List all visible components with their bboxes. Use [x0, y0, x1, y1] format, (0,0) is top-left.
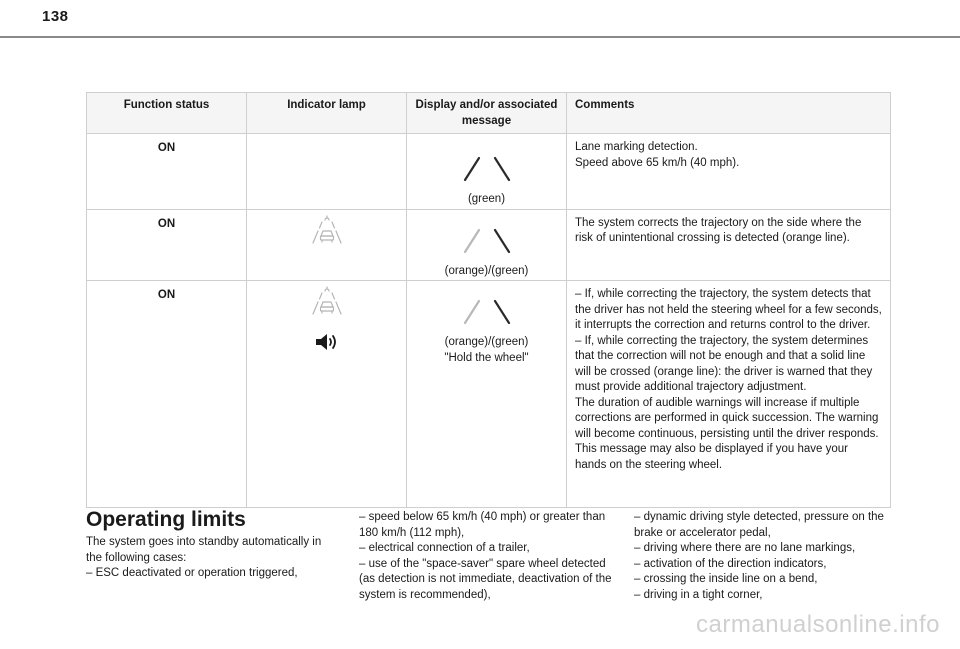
- indicator-lamp-cell: [247, 281, 407, 508]
- intro-paragraph: The system goes into standby automatically in the following cases:: [86, 536, 322, 564]
- header-indicator-lamp: Indicator lamp: [247, 93, 407, 134]
- lane-keeping-lamp-icon: [307, 285, 347, 317]
- comment-cell: [567, 134, 891, 210]
- text-column-3: [634, 510, 896, 604]
- lane-keeping-lamp-icon: [307, 214, 347, 246]
- indicator-lamp-cell: [247, 209, 407, 281]
- table-row: [87, 209, 891, 281]
- header-rule: [0, 36, 960, 38]
- text-column-2: [359, 510, 621, 604]
- list-item: – driving where there are no lane markings,: [634, 542, 856, 555]
- comment-text: Speed above 65 km/h (40 mph).: [575, 156, 740, 169]
- display-text: (green): [467, 193, 506, 205]
- page-number: 138: [42, 8, 69, 25]
- comment-cell: [567, 209, 891, 281]
- header-comments: Comments: [567, 93, 891, 134]
- display-cell: [407, 281, 567, 508]
- function-status: ON: [87, 209, 247, 281]
- lane-lines-icon: [457, 146, 517, 186]
- list-item: – ESC deactivated or operation triggered,: [86, 567, 298, 580]
- function-status: ON: [87, 134, 247, 210]
- display-text: (orange)/(green): [444, 336, 529, 348]
- comment-text: This message may also be displayed if you have your hands on the steering wheel.: [575, 443, 848, 471]
- watermark: carmanualsonline.info: [696, 611, 940, 638]
- list-item: – crossing the inside line on a bend,: [634, 573, 818, 586]
- list-item: – driving in a tight corner,: [634, 588, 763, 601]
- comment-text: The system corrects the trajectory on the side where the risk of unintentional crossing is detected (orange line).: [575, 216, 862, 244]
- comment-cell: [567, 281, 891, 508]
- lane-lines-icon: [457, 289, 517, 329]
- comment-text: Lane marking detection.: [575, 141, 698, 153]
- function-status-table: [86, 92, 891, 508]
- comment-text: – If, while correcting the trajectory, the system detects that the driver has not held the steering wheel for a few seconds, it interrupts the correction and returns control to the driver.: [575, 288, 882, 331]
- table-row: [87, 281, 891, 508]
- lane-lines-icon: [457, 218, 517, 258]
- list-item: – speed below 65 km/h (40 mph) or greater than 180 km/h (112 mph),: [359, 511, 606, 539]
- display-cell: [407, 209, 567, 281]
- indicator-lamp-cell: [247, 134, 407, 210]
- function-status: ON: [87, 281, 247, 508]
- header-display-message: Display and/or associated message: [407, 93, 567, 134]
- display-cell: [407, 134, 567, 210]
- list-item: – dynamic driving style detected, pressure on the brake or accelerator pedal,: [634, 511, 884, 539]
- display-message: "Hold the wheel": [444, 351, 529, 364]
- speaker-icon: [312, 331, 342, 353]
- text-column-1: [86, 535, 336, 582]
- list-item: – electrical connection of a trailer,: [359, 542, 530, 555]
- table-row: [87, 134, 891, 210]
- table-header-row: [87, 93, 891, 134]
- section-title: Operating limits: [86, 508, 246, 531]
- list-item: – activation of the direction indicators,: [634, 557, 827, 570]
- list-item: – use of the "space-saver" spare wheel detected (as detection is not immediate, deactivation of the system is recommended),: [359, 557, 612, 601]
- display-text: (orange)/(green): [444, 264, 529, 277]
- header-function-status: Function status: [87, 93, 247, 134]
- comment-text: – If, while correcting the trajectory, the system determines that the correction will not be enough and that a solid line will be crossed (orange line): the driver is warned that they must provide additional trajectory adjustment.: [575, 334, 873, 393]
- comment-text: The duration of audible warnings will increase if multiple corrections are performed in quick succession. The warning will become continuous, persisting until the driver responds.: [575, 396, 879, 440]
